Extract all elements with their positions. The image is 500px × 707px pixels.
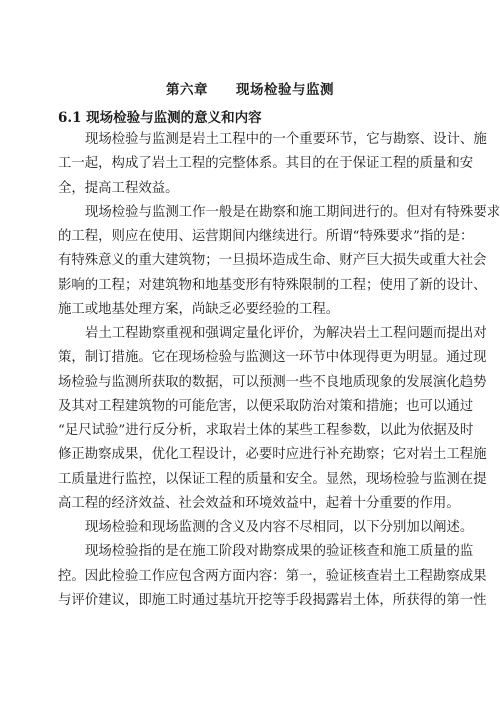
text-line: 现场检验指的是在施工阶段对勘察成果的验证核查和施工质量的监 (85, 544, 474, 560)
text-line: 策，制订措施。它在现场检验与监测这一环节中体现得更为明显。通过现 (58, 350, 487, 366)
text-line: 场检验与监测所获取的数据，可以预测一些不良地质现象的发展演化趋势 (58, 374, 487, 390)
text-line: 及其对工程建筑物的可能危害，以便采取防治对策和措施；也可以通过 (58, 398, 474, 414)
text-line: 与评价建议，即施工时通过基坑开挖等手段揭露岩土体，所获得的第一性 (58, 592, 487, 608)
text-line: 岩土工程勘察重视和强调定量化评价，为解决岩土工程问题而提出对 (85, 326, 487, 341)
text-line: 施工或地基处理方案，尚缺乏必要经验的工程。 (58, 301, 340, 317)
body-text (58, 128, 500, 613)
paragraph (58, 322, 487, 516)
text-line: 高工程的经济效益、社会效益和环境效益中，起着十分重要的作用。 (58, 495, 460, 511)
paragraph (58, 128, 487, 201)
section-heading: 6.1 现场检验与监测的意义和内容 (58, 110, 262, 126)
text-line: “足尺试验”进行反分析，求取岩土体的某些工程参数，以此为依据及时 (58, 423, 474, 438)
paragraph (58, 201, 500, 322)
text-line: 有特殊意义的重大建筑物；一旦损坏造成生命、财产巨大损失或重大社会 (58, 253, 487, 269)
text-line: 现场检验和现场监测的含义及内容不尽相同，以下分别加以阐述。 (85, 520, 474, 535)
paragraph (58, 516, 474, 540)
text-line: 现场检验与监测工作一般是在勘察和施工期间进行的。但对有特殊要求 (85, 204, 500, 220)
text-line: 现场检验与监测是岩土工程中的一个重要环节，它与勘察、设计、施 (85, 132, 487, 147)
text-line: 工质量进行监控，以保证工程的质量和安全。显然，现场检验与监测在提 (58, 471, 487, 487)
text-line: 影响的工程；对建筑物和地基变形有特殊限制的工程；使用了新的设计、 (58, 277, 487, 293)
text-line: 修正勘察成果，优化工程设计，必要时应进行补充勘察；它对岩土工程施 (58, 447, 487, 463)
text-line: 控。因此检验工作应包含两方面内容：第一，验证核查岩土工程勘察成果 (58, 568, 487, 584)
chapter-title: 第六章 现场检验与监测 (166, 82, 334, 98)
text-line: 工一起，构成了岩土工程的完整体系。其目的在于保证工程的质量和安 (58, 156, 474, 172)
text-line: 全，提高工程效益。 (58, 180, 179, 196)
paragraph (58, 540, 487, 613)
text-line: 的工程，则应在使用、运营期间内继续进行。所谓“特殊要求”指的是： (58, 229, 474, 244)
